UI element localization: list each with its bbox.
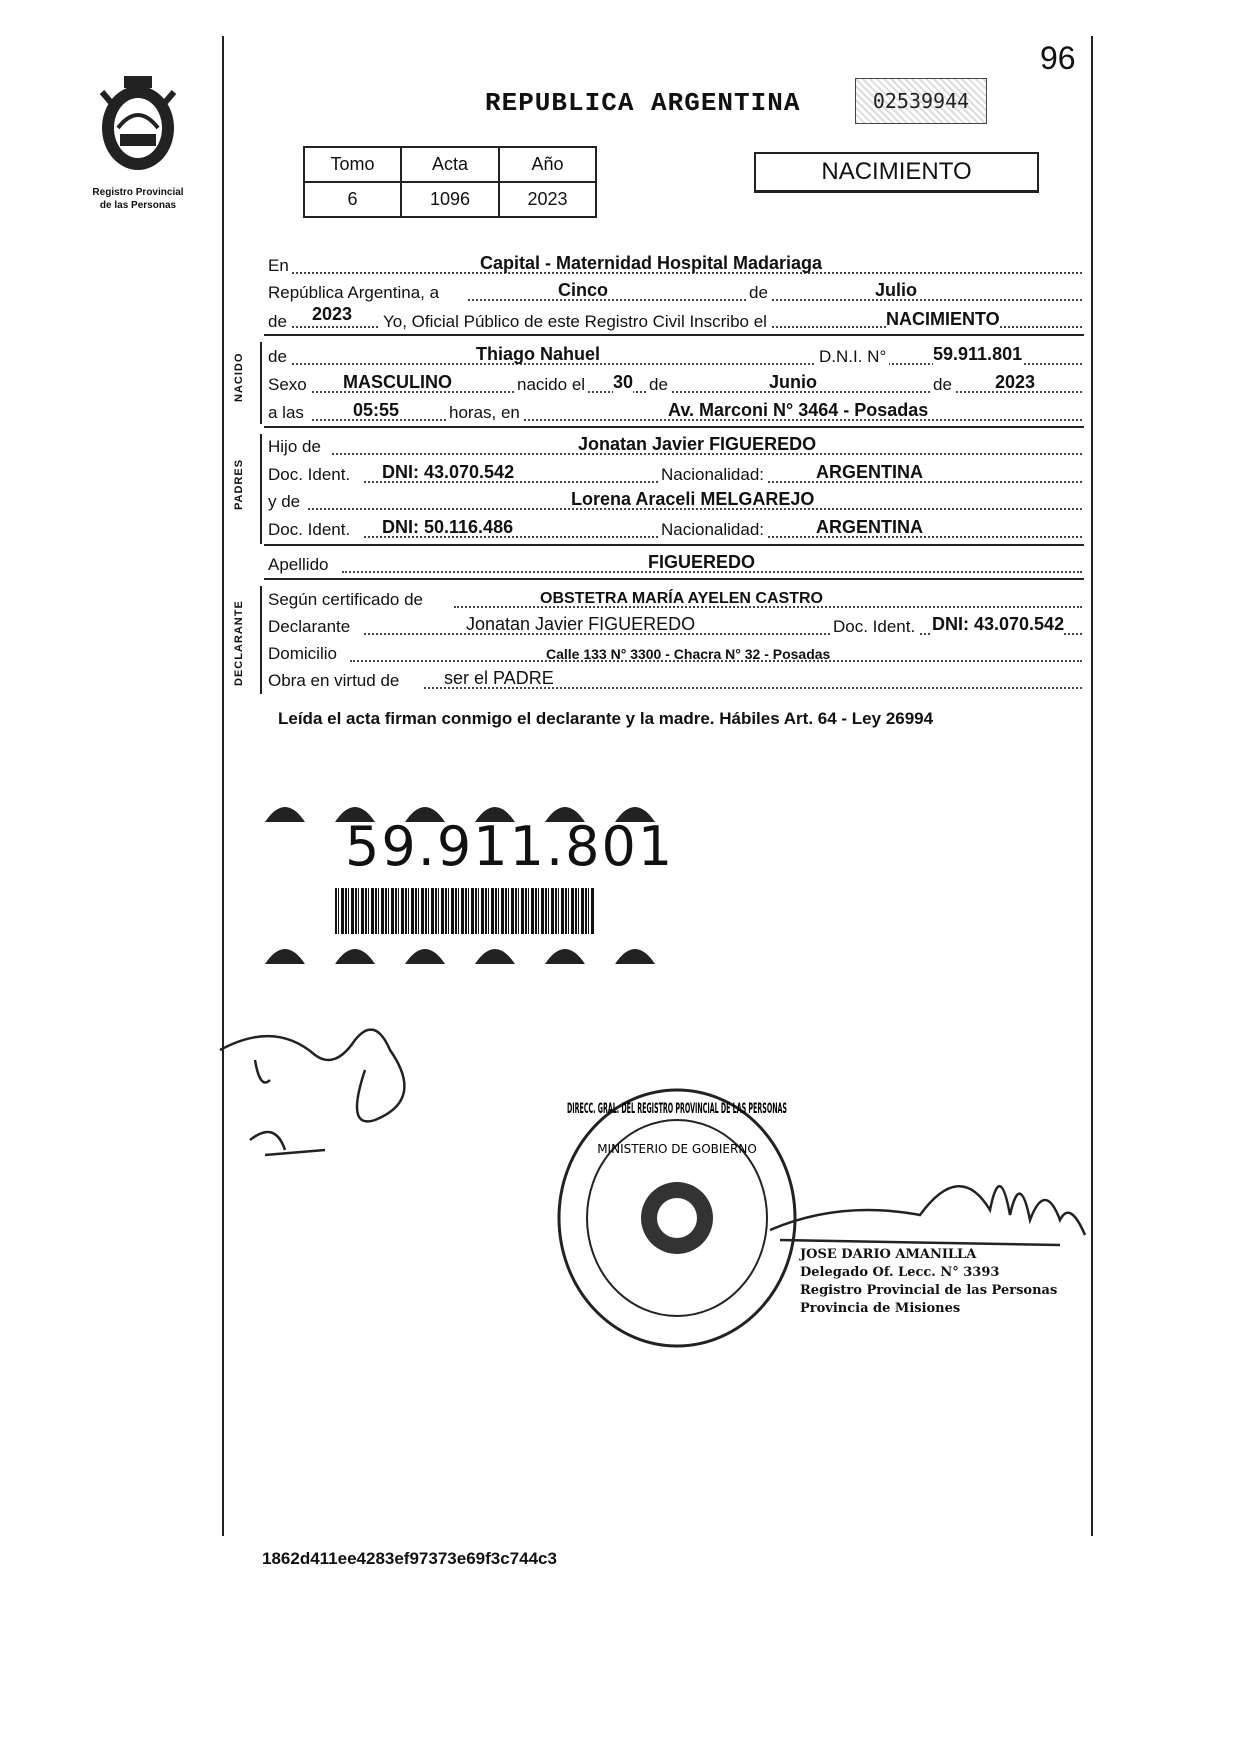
officer-text: Yo, Oficial Público de este Registro Civil Inscribo el xyxy=(380,312,770,332)
yde-label: y de xyxy=(268,492,301,511)
row-madre-doc xyxy=(268,516,1082,540)
horas-label: horas, en xyxy=(446,403,523,423)
row-madre xyxy=(268,488,1082,512)
barcode-icon xyxy=(335,888,595,934)
decl-doc: DNI: 43.070.542 xyxy=(932,614,1065,634)
row-certificado xyxy=(268,586,1082,610)
row-obra xyxy=(268,667,1082,691)
nacido-de-label-3: de xyxy=(930,375,955,395)
day-word: Cinco xyxy=(558,280,609,300)
registry-value-ano: 2023 xyxy=(499,182,596,217)
official-block xyxy=(800,1246,1057,1318)
row-officer xyxy=(268,306,1082,332)
official-province: Provincia de Misiones xyxy=(800,1301,961,1316)
father-nat-label: Nacionalidad: xyxy=(658,465,767,485)
row-domicilio xyxy=(268,640,1082,664)
cert-value: OBSTETRA MARÍA AYELEN CASTRO xyxy=(540,590,823,607)
separator-4 xyxy=(264,578,1084,580)
padres-bar xyxy=(260,434,262,544)
de-label-2: de xyxy=(268,312,287,331)
province-logo xyxy=(78,72,198,232)
birth-day: 30 xyxy=(613,372,634,392)
record-type-box: NACIMIENTO xyxy=(754,152,1039,193)
nacido-section-label: NACIDO xyxy=(233,352,245,402)
row-padre xyxy=(268,433,1082,457)
declarant-signature-icon xyxy=(215,1010,455,1170)
separator-3 xyxy=(264,544,1084,546)
coat-of-arms-icon xyxy=(88,72,188,180)
official-name: JOSE DARIO AMANILLA xyxy=(800,1247,977,1262)
alas-label: a las xyxy=(268,403,304,422)
decl-doc-label: Doc. Ident. xyxy=(830,617,918,637)
row-en xyxy=(268,252,1082,276)
registry-value-tomo: 6 xyxy=(304,182,401,217)
child-name: Thiago Nahuel xyxy=(476,344,601,364)
birth-year: 2023 xyxy=(995,372,1036,392)
decl-label: Declarante xyxy=(268,617,351,636)
row-republic xyxy=(268,279,1082,303)
declarante-bar xyxy=(260,586,262,694)
obra-label: Obra en virtud de xyxy=(268,671,400,690)
document-hash: 1862d411ee4283ef97373e69f3c744c3 xyxy=(262,1549,557,1568)
separator-1 xyxy=(264,334,1084,336)
birth-time: 05:55 xyxy=(353,400,400,420)
mother-nat: ARGENTINA xyxy=(816,517,923,537)
page-number: 96 xyxy=(1040,40,1076,76)
registry-table xyxy=(303,146,597,218)
padres-section-label: PADRES xyxy=(233,458,245,510)
registry-value-acta: 1096 xyxy=(401,182,499,217)
official-registry: Registro Provincial de las Personas xyxy=(800,1283,1058,1298)
row-padre-doc xyxy=(268,461,1082,485)
country-title: REPUBLICA ARGENTINA xyxy=(485,88,801,118)
mother-doc-label: Doc. Ident. xyxy=(268,520,351,539)
decl-value: Jonatan Javier FIGUEREDO xyxy=(466,614,696,634)
hijo-label: Hijo de xyxy=(268,437,321,456)
birth-month: Junio xyxy=(769,372,817,392)
fingerprint-border-icon xyxy=(255,784,695,974)
logo-caption-1: Registro Provincial xyxy=(92,187,184,198)
registry-header-acta: Acta xyxy=(401,147,499,182)
dni-sticker-number: 59.911.801 xyxy=(345,815,675,878)
father-doc: DNI: 43.070.542 xyxy=(382,462,515,482)
dni-label: D.N.I. N° xyxy=(816,347,889,367)
cert-label: Según certificado de xyxy=(268,590,423,609)
apellido-label: Apellido xyxy=(268,555,329,574)
nacido-el-label: nacido el xyxy=(514,375,588,395)
row-declarante xyxy=(268,613,1082,637)
en-label: En xyxy=(268,256,289,275)
mother-name: Lorena Araceli MELGAREJO xyxy=(571,489,815,509)
official-title: Delegado Of. Lecc. N° 3393 xyxy=(800,1265,1000,1280)
logo-caption-2: de las Personas xyxy=(99,200,177,211)
de-label-1: de xyxy=(746,283,771,303)
row-nacido-time xyxy=(268,399,1082,423)
father-name: Jonatan Javier FIGUEREDO xyxy=(578,434,817,454)
father-nat: ARGENTINA xyxy=(816,462,923,482)
apellido-value: FIGUEREDO xyxy=(648,552,756,572)
declarante-section-label: DECLARANTE xyxy=(233,600,245,686)
row-apellido xyxy=(268,551,1082,575)
dni-label-sticker xyxy=(255,784,695,974)
registry-value-row xyxy=(304,182,596,217)
seal-inner-text: MINISTERIO DE GOBIERNO xyxy=(597,1142,757,1156)
registry-header-row xyxy=(304,147,596,182)
row-nacido-sexo xyxy=(268,371,1082,395)
row-nacido-name xyxy=(268,343,1082,367)
nacido-bar xyxy=(260,342,262,424)
record-word: NACIMIENTO xyxy=(886,309,1000,329)
month-word: Julio xyxy=(875,280,918,300)
dom-label: Domicilio xyxy=(268,644,337,663)
sexo-label: Sexo xyxy=(268,375,307,394)
father-doc-label: Doc. Ident. xyxy=(268,465,351,484)
obra-value: ser el PADRE xyxy=(444,668,554,688)
closing-note: Leída el acta firman conmigo el declarante y la madre. Hábiles Art. 64 - Ley 26994 xyxy=(278,709,934,728)
right-margin-line xyxy=(1091,36,1093,1536)
stamp-id: 02539944 xyxy=(855,78,987,124)
registry-header-ano: Año xyxy=(499,147,596,182)
mother-doc: DNI: 50.116.486 xyxy=(382,517,514,537)
seal-outer-text: DIRECC. GRAL. DEL REGISTRO PROVINCIAL DE LAS PERSONAS xyxy=(567,1101,787,1117)
place-value: Capital - Maternidad Hospital Madariaga xyxy=(480,253,823,273)
nacido-de-label: de xyxy=(268,347,287,366)
child-dni: 59.911.801 xyxy=(933,344,1023,364)
year-value: 2023 xyxy=(312,304,353,324)
left-margin-line xyxy=(222,36,224,1536)
birth-place: Av. Marconi N° 3464 - Posadas xyxy=(668,400,929,420)
mother-nat-label: Nacionalidad: xyxy=(658,520,767,540)
registry-header-tomo: Tomo xyxy=(304,147,401,182)
republic-label: República Argentina, a xyxy=(268,283,440,302)
nacido-de-label-2: de xyxy=(646,375,671,395)
dom-value: Calle 133 N° 3300 - Chacra N° 32 - Posadas xyxy=(546,646,831,662)
separator-2 xyxy=(264,426,1084,428)
sexo-value: MASCULINO xyxy=(343,372,452,392)
